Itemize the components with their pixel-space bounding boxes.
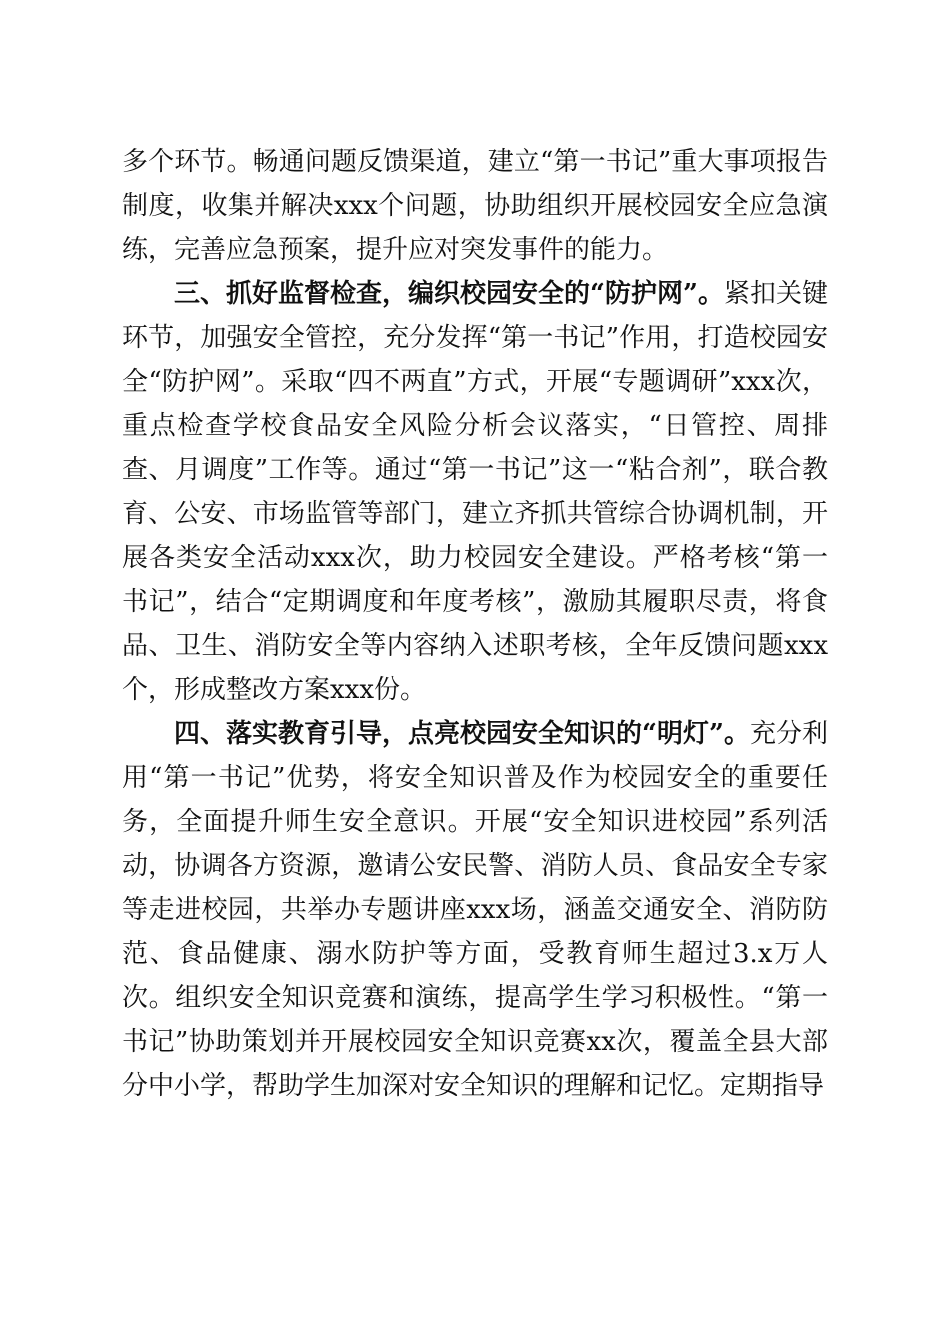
paragraph-section-four xyxy=(122,712,828,1108)
paragraph-body-text: 充分利用“第一书记”优势，将安全知识普及作为校园安全的重要任务，全面提升师生安全意识。开展“安全知识进校园”系列活动，协调各方资源，邀请公安民警、消防人员、食品安全专家等走进校园，共举办专题讲座xxx场，涵盖交通安全、消防防范、食品健康、溺水防护等方面，受教育师生超过3.x万人次。组织安全知识竞赛和演练，提高学生学习积极性。“第一书记”协助策划并开展校园安全知识竞赛xx次，覆盖全县大部分中小学，帮助学生加深对安全知识的理解和记忆。定期指导 xyxy=(122,719,828,1101)
document-body xyxy=(122,140,828,1108)
paragraph-section-three xyxy=(122,272,828,712)
paragraph-continuation xyxy=(122,140,828,272)
section-four-heading: 四、落实教育引导，点亮校园安全知识的“明灯”。 xyxy=(174,719,750,749)
paragraph-body-text: 紧扣关键环节，加强安全管控，充分发挥“第一书记”作用，打造校园安全“防护网”。采取“四不两直”方式，开展“专题调研”xxx次，重点检查学校食品安全风险分析会议落实，“日管控、周排查、月调度”工作等。通过“第一书记”这一“粘合剂”，联合教育、公安、市场监管等部门，建立齐抓共管综合协调机制，开展各类安全活动xxx次，助力校园安全建设。严格考核“第一书记”，结合“定期调度和年度考核”，激励其履职尽责，将食品、卫生、消防安全等内容纳入述职考核，全年反馈问题xxx个，形成整改方案xxx份。 xyxy=(122,279,828,705)
paragraph-body-text: 多个环节。畅通问题反馈渠道，建立“第一书记”重大事项报告制度，收集并解决xxx个问题，协助组织开展校园安全应急演练，完善应急预案，提升应对突发事件的能力。 xyxy=(122,147,828,265)
section-three-heading: 三、抓好监督检查，编织校园安全的“防护网”。 xyxy=(174,279,724,309)
